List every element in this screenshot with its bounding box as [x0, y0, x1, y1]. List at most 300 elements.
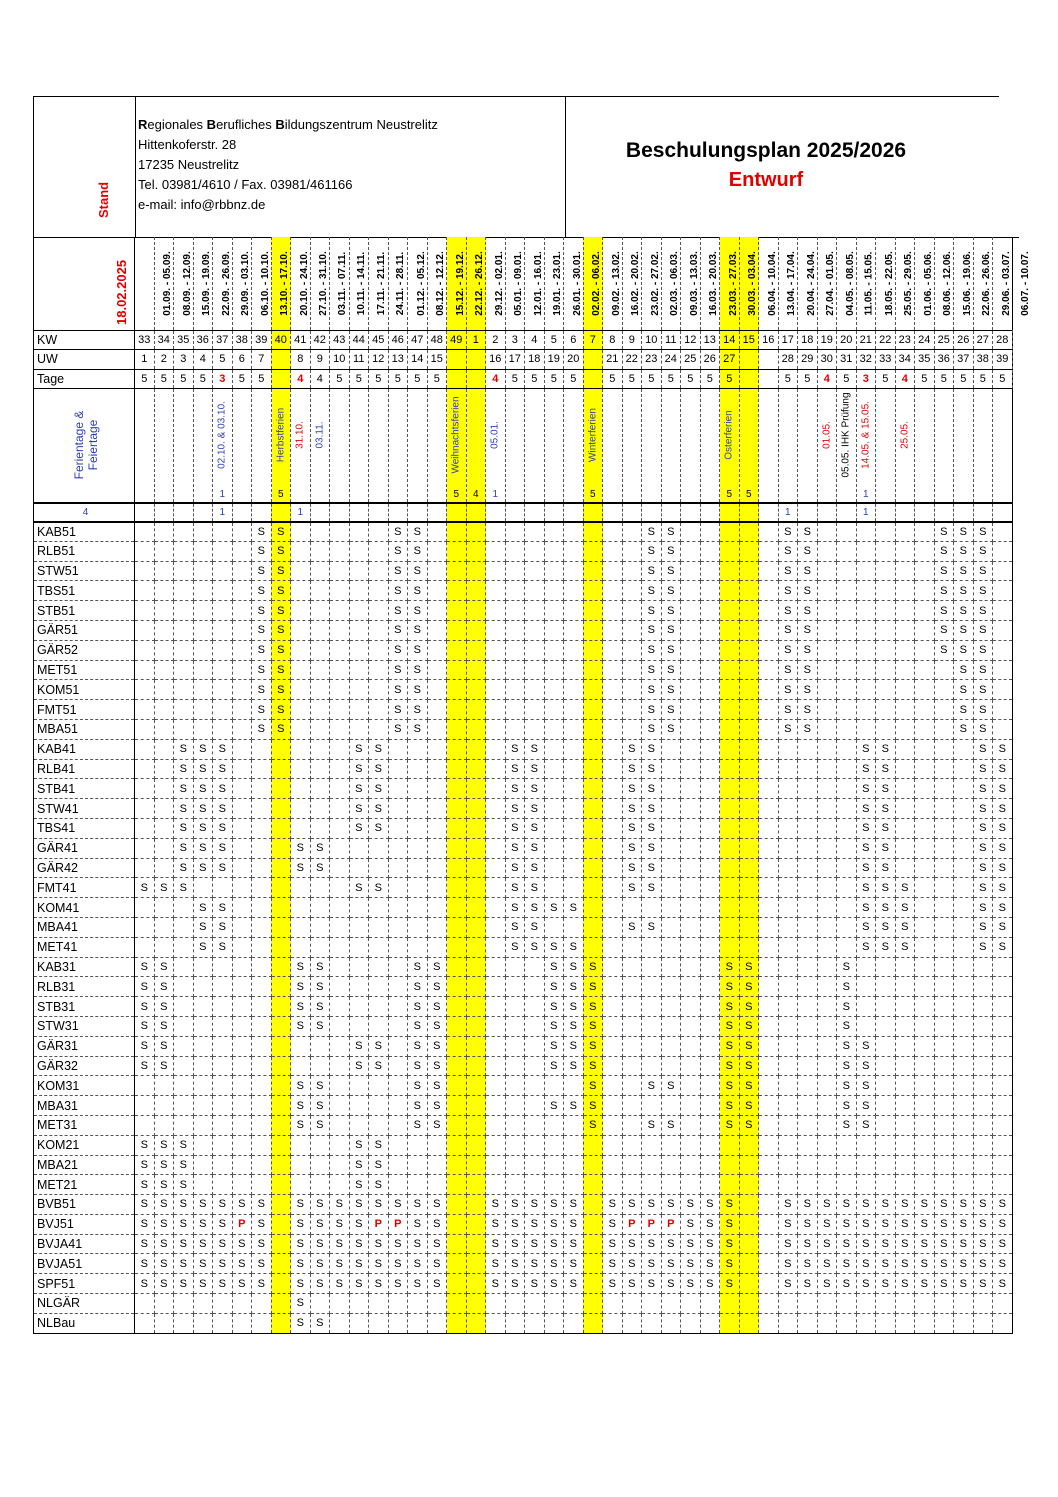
school-cell: S: [505, 799, 525, 819]
school-cell: S: [369, 1036, 389, 1056]
tage-row-value: 4: [486, 369, 506, 389]
empty-cell: [681, 739, 701, 759]
empty-cell: [993, 1036, 1013, 1056]
tage-row-value: [583, 369, 603, 389]
empty-cell: [583, 759, 603, 779]
extra-count-row: [34, 503, 1013, 522]
extra-count-cell: [759, 503, 779, 522]
ferien-cell: [525, 389, 545, 503]
school-cell: S: [798, 719, 818, 739]
uw-row-value: 11: [349, 350, 369, 370]
tage-row-value: 5: [661, 369, 681, 389]
empty-cell: [388, 1056, 408, 1076]
empty-cell: [466, 739, 486, 759]
empty-cell: [349, 1313, 369, 1333]
empty-cell: [603, 858, 623, 878]
empty-cell: [232, 601, 252, 621]
empty-cell: [544, 719, 564, 739]
empty-cell: [681, 759, 701, 779]
empty-cell: [369, 898, 389, 918]
school-cell: S: [564, 1234, 584, 1254]
school-cell: S: [388, 1195, 408, 1215]
school-cell: S: [135, 1195, 155, 1215]
empty-cell: [447, 1115, 467, 1135]
empty-cell: [759, 1016, 779, 1036]
empty-cell: [915, 680, 935, 700]
empty-cell: [505, 700, 525, 720]
school-cell: S: [564, 1036, 584, 1056]
empty-cell: [330, 620, 350, 640]
week-range: 22.06. - 26.06.: [980, 251, 992, 316]
empty-cell: [154, 838, 174, 858]
ferien-text: 25.05.: [899, 421, 911, 449]
school-cell: S: [408, 997, 428, 1017]
school-cell: S: [505, 818, 525, 838]
empty-cell: [252, 1294, 272, 1314]
empty-cell: [174, 1313, 194, 1333]
ferien-cell: [466, 389, 486, 503]
empty-cell: [837, 561, 857, 581]
school-cell: S: [778, 1214, 798, 1234]
empty-cell: [447, 1294, 467, 1314]
empty-cell: [798, 1076, 818, 1096]
empty-cell: [174, 541, 194, 561]
school-cell: S: [642, 838, 662, 858]
empty-cell: [583, 917, 603, 937]
week-range: 05.01. - 09.01.: [512, 251, 524, 316]
class-row: [34, 1016, 1013, 1036]
extra-count-cell: [193, 503, 213, 522]
school-cell: S: [993, 898, 1013, 918]
ferien-cell: [642, 389, 662, 503]
empty-cell: [154, 759, 174, 779]
extra-count-cell: [525, 503, 545, 522]
empty-cell: [154, 937, 174, 957]
empty-cell: [135, 680, 155, 700]
empty-cell: [700, 818, 720, 838]
week-range: 22.12. - 26.12.: [473, 251, 485, 316]
school-cell: S: [154, 878, 174, 898]
empty-cell: [330, 937, 350, 957]
empty-cell: [603, 1056, 623, 1076]
empty-cell: [739, 1155, 759, 1175]
empty-cell: [661, 878, 681, 898]
school-cell: S: [915, 1234, 935, 1254]
empty-cell: [349, 700, 369, 720]
empty-cell: [486, 779, 506, 799]
school-cell: S: [642, 1254, 662, 1274]
empty-cell: [661, 858, 681, 878]
empty-cell: [525, 977, 545, 997]
empty-cell: [739, 917, 759, 937]
school-cell: S: [876, 1274, 896, 1294]
empty-cell: [544, 858, 564, 878]
school-cell: S: [895, 937, 915, 957]
empty-cell: [895, 1036, 915, 1056]
empty-cell: [135, 601, 155, 621]
empty-cell: [895, 601, 915, 621]
empty-cell: [681, 1016, 701, 1036]
school-cell: S: [973, 561, 993, 581]
empty-cell: [954, 1036, 974, 1056]
school-cell: S: [213, 917, 233, 937]
kw-row-value: 37: [213, 330, 233, 350]
class-name: STB31: [34, 997, 135, 1017]
empty-cell: [193, 581, 213, 601]
school-cell: S: [544, 898, 564, 918]
empty-cell: [954, 1016, 974, 1036]
extra-count-cell: [447, 503, 467, 522]
empty-cell: [466, 1016, 486, 1036]
class-row: [34, 957, 1013, 977]
empty-cell: [447, 779, 467, 799]
tage-row-value: 5: [700, 369, 720, 389]
empty-cell: [330, 561, 350, 581]
empty-cell: [174, 680, 194, 700]
empty-cell: [915, 779, 935, 799]
school-cell: S: [642, 799, 662, 819]
empty-cell: [310, 779, 330, 799]
empty-cell: [135, 1096, 155, 1116]
empty-cell: [174, 957, 194, 977]
school-cell: S: [778, 561, 798, 581]
school-cell: S: [330, 1214, 350, 1234]
school-cell: S: [856, 878, 876, 898]
school-cell: S: [837, 1056, 857, 1076]
school-cell: S: [525, 898, 545, 918]
empty-cell: [603, 522, 623, 542]
empty-cell: [603, 541, 623, 561]
empty-cell: [954, 1135, 974, 1155]
ferien-text: 02.10. & 03.10.: [216, 401, 228, 469]
empty-cell: [369, 858, 389, 878]
extra-count-cell: [369, 503, 389, 522]
empty-cell: [876, 1135, 896, 1155]
week-range: 02.03. - 06.03.: [668, 251, 680, 316]
empty-cell: [778, 1096, 798, 1116]
empty-cell: [837, 818, 857, 838]
empty-cell: [817, 660, 837, 680]
school-cell: S: [661, 522, 681, 542]
empty-cell: [291, 660, 311, 680]
empty-cell: [466, 779, 486, 799]
school-cell: S: [837, 1254, 857, 1274]
school-cell: S: [544, 1056, 564, 1076]
week-range: 29.12. - 02.01.: [493, 251, 505, 316]
empty-cell: [661, 739, 681, 759]
kw-row-value: 44: [349, 330, 369, 350]
school-cell: S: [408, 660, 428, 680]
ferien-cell: [564, 389, 584, 503]
uw-row: [34, 350, 1013, 370]
week-range: 12.01. - 16.01.: [532, 251, 544, 316]
empty-cell: [232, 522, 252, 542]
school-cell: S: [408, 1076, 428, 1096]
empty-cell: [915, 1056, 935, 1076]
school-cell: S: [798, 601, 818, 621]
empty-cell: [817, 937, 837, 957]
empty-cell: [388, 1036, 408, 1056]
empty-cell: [934, 1016, 954, 1036]
empty-cell: [876, 977, 896, 997]
school-cell: S: [856, 838, 876, 858]
school-cell: S: [876, 1254, 896, 1274]
empty-cell: [427, 917, 447, 937]
uw-row-label: UW: [34, 350, 135, 370]
school-cell: S: [349, 1195, 369, 1215]
empty-cell: [564, 858, 584, 878]
empty-cell: [271, 779, 291, 799]
school-cell: S: [856, 759, 876, 779]
ferien-cell: [505, 389, 525, 503]
empty-cell: [213, 700, 233, 720]
empty-cell: [934, 1294, 954, 1314]
class-row: [34, 818, 1013, 838]
school-cell: S: [427, 997, 447, 1017]
school-cell: S: [349, 1155, 369, 1175]
school-cell: S: [291, 1016, 311, 1036]
empty-cell: [681, 1294, 701, 1314]
class-row: [34, 997, 1013, 1017]
empty-cell: [759, 640, 779, 660]
empty-cell: [213, 1016, 233, 1036]
empty-cell: [876, 957, 896, 977]
school-cell: S: [310, 858, 330, 878]
empty-cell: [232, 779, 252, 799]
week-range: 09.03. - 13.03.: [688, 251, 700, 316]
school-cell: S: [720, 1254, 740, 1274]
empty-cell: [798, 917, 818, 937]
empty-cell: [993, 1313, 1013, 1333]
school-cell: S: [349, 818, 369, 838]
empty-cell: [213, 581, 233, 601]
school-cell: S: [388, 719, 408, 739]
empty-cell: [232, 1313, 252, 1333]
empty-cell: [135, 779, 155, 799]
empty-cell: [856, 957, 876, 977]
school-cell: S: [934, 1195, 954, 1215]
empty-cell: [174, 1096, 194, 1116]
empty-cell: [505, 581, 525, 601]
empty-cell: [427, 660, 447, 680]
school-cell: S: [622, 1254, 642, 1274]
class-name: GÄR32: [34, 1056, 135, 1076]
empty-cell: [739, 1234, 759, 1254]
school-cell: S: [135, 1135, 155, 1155]
week-range: 01.12. - 05.12.: [415, 251, 427, 316]
empty-cell: [349, 957, 369, 977]
empty-cell: [817, 522, 837, 542]
empty-cell: [954, 977, 974, 997]
school-cell: S: [310, 957, 330, 977]
extra-count-cell: 1: [213, 503, 233, 522]
empty-cell: [427, 620, 447, 640]
empty-cell: [700, 581, 720, 601]
school-cell: S: [798, 561, 818, 581]
school-cell: S: [661, 1115, 681, 1135]
empty-cell: [135, 1076, 155, 1096]
empty-cell: [408, 1155, 428, 1175]
empty-cell: [622, 660, 642, 680]
school-cell: S: [408, 1115, 428, 1135]
empty-cell: [739, 739, 759, 759]
empty-cell: [603, 700, 623, 720]
empty-cell: [252, 1036, 272, 1056]
class-name: FMT41: [34, 878, 135, 898]
empty-cell: [603, 977, 623, 997]
school-cell: S: [525, 739, 545, 759]
school-cell: S: [505, 1274, 525, 1294]
empty-cell: [915, 581, 935, 601]
empty-cell: [466, 680, 486, 700]
empty-cell: [954, 838, 974, 858]
week-range: 24.11. - 28.11.: [395, 252, 407, 316]
empty-cell: [427, 799, 447, 819]
uw-row-value: 20: [564, 350, 584, 370]
empty-cell: [213, 997, 233, 1017]
school-cell: S: [642, 779, 662, 799]
tage-row-value: 4: [895, 369, 915, 389]
empty-cell: [544, 541, 564, 561]
school-street: Hittenkoferstr. 28: [138, 137, 237, 152]
class-name: MBA21: [34, 1155, 135, 1175]
empty-cell: [700, 660, 720, 680]
school-cell: S: [544, 1016, 564, 1036]
empty-cell: [447, 898, 467, 918]
empty-cell: [525, 997, 545, 1017]
empty-cell: [739, 1254, 759, 1274]
kw-row-value: 26: [954, 330, 974, 350]
uw-row-value: [447, 350, 467, 370]
uw-row-value: 9: [310, 350, 330, 370]
empty-cell: [583, 1294, 603, 1314]
empty-cell: [193, 1016, 213, 1036]
empty-cell: [895, 838, 915, 858]
empty-cell: [973, 1016, 993, 1036]
empty-cell: [934, 1115, 954, 1135]
empty-cell: [310, 799, 330, 819]
empty-cell: [310, 561, 330, 581]
empty-cell: [681, 561, 701, 581]
school-cell: S: [291, 1234, 311, 1254]
school-cell: S: [720, 1016, 740, 1036]
kw-row-value: 24: [915, 330, 935, 350]
school-cell: S: [642, 620, 662, 640]
extra-count-cell: [349, 503, 369, 522]
empty-cell: [544, 779, 564, 799]
empty-cell: [193, 660, 213, 680]
class-name: GÄR31: [34, 1036, 135, 1056]
empty-cell: [661, 1294, 681, 1314]
empty-cell: [817, 1313, 837, 1333]
empty-cell: [271, 739, 291, 759]
empty-cell: [798, 1056, 818, 1076]
class-name: KOM31: [34, 1076, 135, 1096]
empty-cell: [349, 601, 369, 621]
empty-cell: [700, 719, 720, 739]
school-cell: S: [700, 1274, 720, 1294]
school-cell: S: [973, 937, 993, 957]
empty-cell: [447, 937, 467, 957]
tage-row-value: [466, 369, 486, 389]
empty-cell: [544, 739, 564, 759]
empty-cell: [895, 561, 915, 581]
ferien-count: 1: [492, 488, 499, 500]
week-range: 13.10. - 17.10.: [278, 251, 290, 316]
class-row: [34, 858, 1013, 878]
empty-cell: [915, 858, 935, 878]
empty-cell: [915, 1115, 935, 1135]
school-cell: S: [661, 700, 681, 720]
empty-cell: [915, 1175, 935, 1195]
school-cell: S: [837, 1016, 857, 1036]
school-cell: S: [895, 1254, 915, 1274]
school-cell: S: [856, 937, 876, 957]
empty-cell: [330, 1135, 350, 1155]
school-cell: S: [427, 1274, 447, 1294]
school-cell: S: [505, 739, 525, 759]
tage-row-value: 5: [954, 369, 974, 389]
school-cell: S: [856, 1274, 876, 1294]
school-cell: S: [798, 700, 818, 720]
school-cell: S: [739, 1056, 759, 1076]
empty-cell: [252, 759, 272, 779]
school-cell: S: [388, 1254, 408, 1274]
ferien-count: 5: [589, 488, 596, 500]
empty-cell: [486, 561, 506, 581]
class-name: FMT51: [34, 700, 135, 720]
empty-cell: [798, 957, 818, 977]
empty-cell: [525, 640, 545, 660]
school-cell: S: [642, 561, 662, 581]
empty-cell: [720, 779, 740, 799]
school-cell: S: [174, 818, 194, 838]
ferien-cell: [544, 389, 564, 503]
empty-cell: [525, 620, 545, 640]
empty-cell: [993, 1016, 1013, 1036]
school-cell: S: [213, 1274, 233, 1294]
school-email[interactable]: e-mail: info@rbbnz.de: [138, 197, 266, 212]
empty-cell: [466, 1214, 486, 1234]
empty-cell: [622, 898, 642, 918]
week-range: 29.09. - 03.10.: [239, 251, 251, 316]
school-cell: S: [213, 858, 233, 878]
empty-cell: [720, 660, 740, 680]
school-cell: S: [252, 561, 272, 581]
empty-cell: [486, 719, 506, 739]
kw-row-value: 40: [271, 330, 291, 350]
school-cell: S: [349, 1274, 369, 1294]
school-cell: S: [778, 541, 798, 561]
empty-cell: [661, 799, 681, 819]
school-cell: S: [934, 581, 954, 601]
empty-cell: [817, 601, 837, 621]
extra-count-cell: [232, 503, 252, 522]
school-cell: S: [856, 779, 876, 799]
extra-count-cell: 1: [291, 503, 311, 522]
kw-row-value: 13: [700, 330, 720, 350]
school-cell: S: [349, 1234, 369, 1254]
empty-cell: [837, 739, 857, 759]
school-cell: S: [973, 799, 993, 819]
empty-cell: [447, 1076, 467, 1096]
empty-cell: [232, 838, 252, 858]
school-cell: S: [252, 640, 272, 660]
empty-cell: [720, 581, 740, 601]
empty-cell: [135, 818, 155, 838]
tage-row-value: 5: [232, 369, 252, 389]
empty-cell: [915, 640, 935, 660]
